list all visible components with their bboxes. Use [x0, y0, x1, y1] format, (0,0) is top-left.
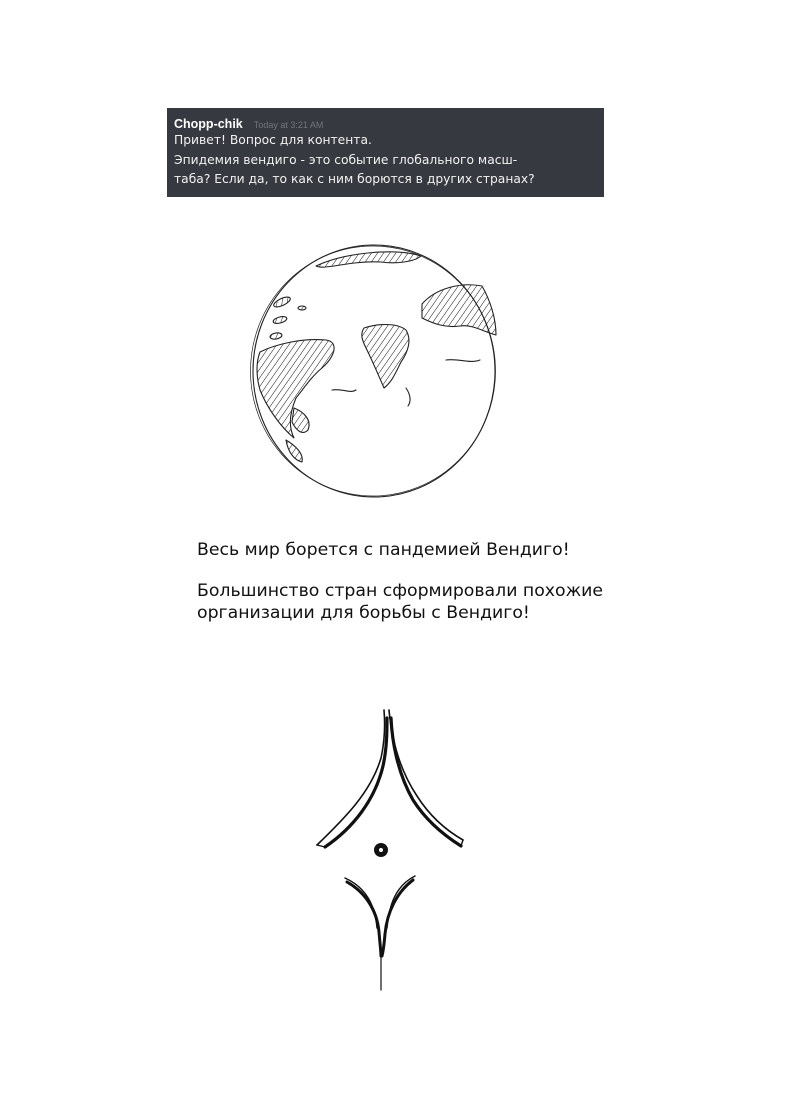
chat-message-header	[174, 114, 596, 131]
chat-message	[167, 108, 604, 197]
chat-username[interactable]: Chopp-chik	[174, 117, 243, 131]
chat-timestamp: Today at 3:21 AM	[253, 120, 324, 130]
chat-message-line-2: Эпидемия вендиго - это событие глобального масш-	[174, 152, 518, 167]
caption-line-2: Большинство стран сформировали похожие	[197, 581, 604, 601]
caption-line-1: Весь мир борется с пандемией Вендиго!	[197, 540, 570, 560]
caption-line-3: организации для борьбы с Вендиго!	[197, 603, 530, 623]
globe-sketch-icon	[246, 240, 502, 502]
chat-message-line-1: Привет! Вопрос для контента.	[174, 133, 372, 147]
wendigo-emblem-icon	[305, 700, 470, 995]
chat-message-line-3: таба? Если да, то как с ним борются в других странах?	[174, 172, 535, 186]
